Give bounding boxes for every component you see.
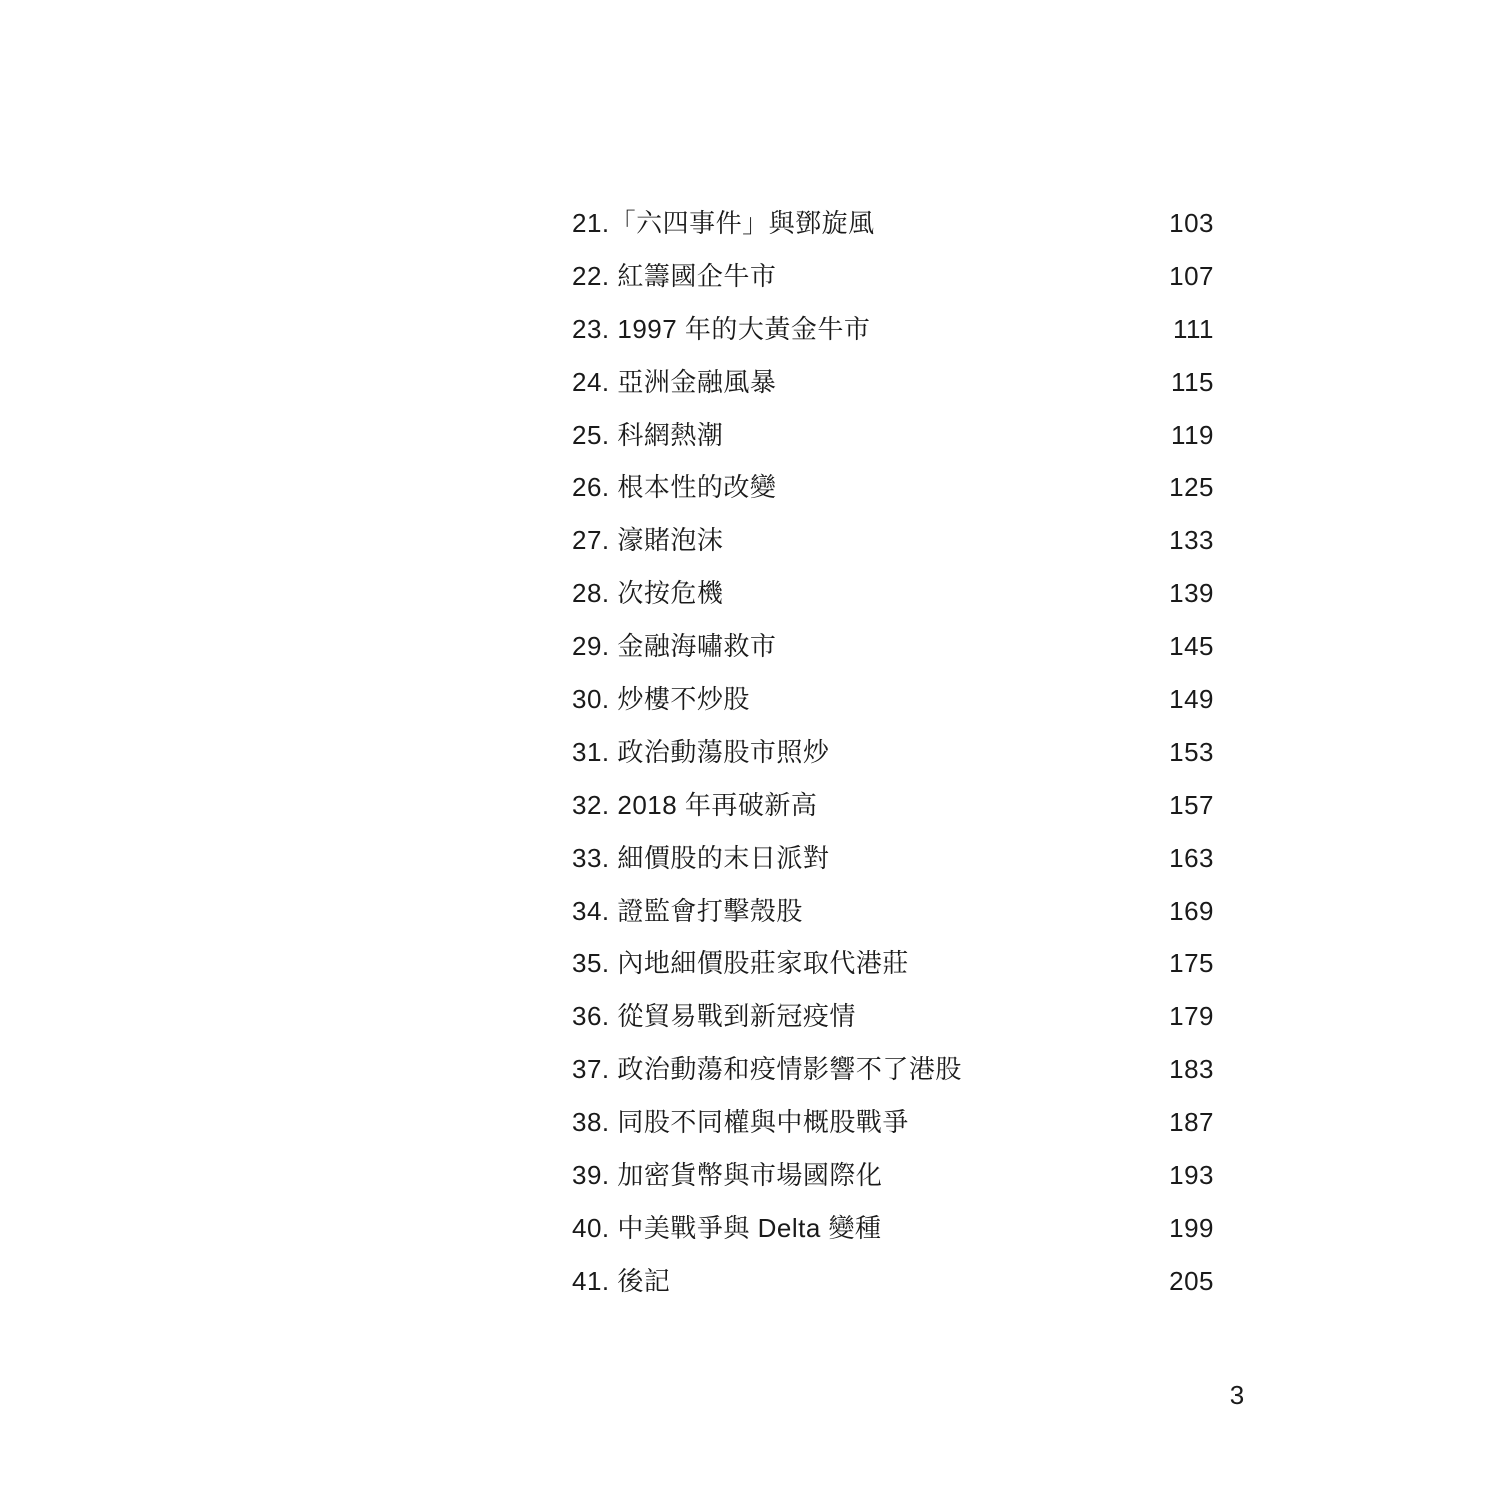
- toc-entry-page: 199: [1169, 1212, 1214, 1243]
- toc-entry: [572, 256, 1214, 309]
- toc-entry-page: 107: [1169, 260, 1214, 291]
- toc-entry-title: 24. 亞洲金融風暴: [572, 366, 777, 397]
- toc-entry-title: 29. 金融海嘯救市: [572, 631, 777, 662]
- toc-entry: [572, 520, 1214, 573]
- toc-entry-page: 163: [1169, 842, 1214, 873]
- toc-entry-page: 133: [1169, 525, 1214, 556]
- toc-entry-title: 23. 1997 年的大黃金牛市: [572, 313, 871, 344]
- toc-entry: [572, 415, 1214, 468]
- toc-entry-page: 169: [1169, 895, 1214, 926]
- toc-entry-page: 183: [1169, 1054, 1214, 1085]
- toc-entry-title: 35. 內地細價股莊家取代港莊: [572, 948, 909, 979]
- toc-entry: [572, 467, 1214, 520]
- toc-entry: [572, 309, 1214, 362]
- toc-entry-page: 139: [1169, 578, 1214, 609]
- toc-entry-title: 38. 同股不同權與中概股戰爭: [572, 1107, 909, 1138]
- toc-entry-page: 153: [1169, 736, 1214, 767]
- toc-entry-title: 40. 中美戰爭與 Delta 變種: [572, 1212, 882, 1243]
- toc-entry-page: 179: [1169, 1001, 1214, 1032]
- toc-entry-page: 157: [1169, 789, 1214, 820]
- toc-entry-title: 31. 政治動蕩股市照炒: [572, 736, 830, 767]
- toc-entry-page: 115: [1171, 366, 1214, 397]
- toc-entry: [572, 1155, 1214, 1208]
- toc-entry-title: 37. 政治動蕩和疫情影響不了港股: [572, 1054, 962, 1085]
- table-of-contents: [572, 203, 1214, 1314]
- toc-entry: [572, 1102, 1214, 1155]
- toc-entry: [572, 1208, 1214, 1261]
- toc-entry: [572, 1261, 1214, 1314]
- toc-entry: [572, 891, 1214, 944]
- toc-entry-page: 111: [1172, 313, 1214, 344]
- toc-entry-title: 27. 濠賭泡沫: [572, 525, 724, 556]
- toc-entry-page: 125: [1169, 472, 1214, 503]
- toc-entry-title: 33. 細價股的末日派對: [572, 842, 830, 873]
- toc-entry-title: 39. 加密貨幣與市場國際化: [572, 1160, 883, 1191]
- toc-entry-page: 205: [1169, 1265, 1214, 1296]
- toc-entry: [572, 996, 1214, 1049]
- toc-entry: [572, 838, 1214, 891]
- toc-entry-page: 103: [1169, 208, 1214, 238]
- toc-entry-title: 34. 證監會打擊殼股: [572, 895, 803, 926]
- toc-entry-title: 22. 紅籌國企牛市: [572, 260, 777, 291]
- toc-entry: [572, 943, 1214, 996]
- toc-entry-page: 175: [1169, 948, 1214, 979]
- toc-entry-title: 25. 科網熱潮: [572, 419, 724, 450]
- toc-entry-page: 119: [1171, 419, 1214, 450]
- toc-entry-page: 193: [1169, 1160, 1214, 1191]
- toc-entry: [572, 626, 1214, 679]
- toc-entry: [572, 203, 1214, 256]
- toc-entry: [572, 362, 1214, 415]
- toc-entry-page: 149: [1169, 684, 1214, 715]
- toc-entry-page: 187: [1169, 1107, 1214, 1138]
- toc-entry: [572, 732, 1214, 785]
- page-number: 3: [1229, 1380, 1245, 1410]
- toc-entry: [572, 1049, 1214, 1102]
- toc-entry-title: 26. 根本性的改變: [572, 472, 777, 503]
- toc-entry-title: 21.「六四事件」與鄧旋風: [572, 208, 875, 238]
- toc-entry: [572, 679, 1214, 732]
- toc-entry: [572, 573, 1214, 626]
- toc-entry-title: 30. 炒樓不炒股: [572, 684, 750, 715]
- toc-entry-title: 28. 次按危機: [572, 578, 724, 609]
- toc-entry-page: 145: [1169, 631, 1214, 662]
- toc-entry: [572, 785, 1214, 838]
- toc-entry-title: 32. 2018 年再破新高: [572, 789, 818, 820]
- toc-entry-title: 41. 後記: [572, 1265, 671, 1296]
- toc-entry-title: 36. 從貿易戰到新冠疫情: [572, 1001, 856, 1032]
